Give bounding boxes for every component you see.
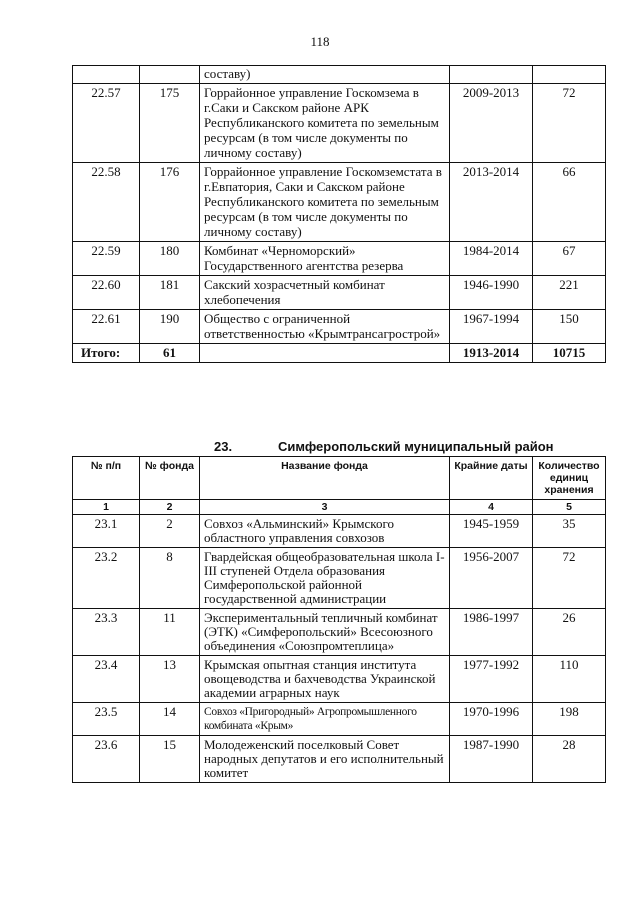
fund-row-number: [73, 66, 140, 84]
total-label: Итого:: [73, 344, 140, 363]
fund-count: 72: [533, 548, 606, 609]
header-storage-units: Количество единиц хранения: [533, 457, 606, 500]
table-row: [73, 66, 606, 84]
fund-name: Гвардейская общеобразовательная школа I-III ступеней Отдела образования Симферопольской районной государственной администрации: [200, 548, 450, 609]
header-fund-number: № фонда: [140, 457, 200, 500]
fund-number: 190: [140, 310, 200, 344]
fund-row-number: 23.3: [73, 609, 140, 656]
table-row: [73, 703, 606, 736]
fund-name: Совхоз «Альминский» Крымского областного управления совхозов: [200, 515, 450, 548]
fund-name: Молодеженский поселковый Совет народных депутатов и его исполнительный комитет: [200, 736, 450, 783]
column-number: 3: [200, 500, 450, 515]
fund-count: 72: [533, 84, 606, 163]
fund-number: 15: [140, 736, 200, 783]
fund-name: Горрайонное управление Госкомзема в г.Саки и Сакском районе АРК Республиканского комитета по земельным ресурсам (в том числе документы по личному составу): [200, 84, 450, 163]
column-number: 5: [533, 500, 606, 515]
fund-name: Совхоз «Пригородный» Агропромышленного комбината «Крым»: [200, 703, 450, 736]
fund-dates: 1970-1996: [450, 703, 533, 736]
fund-number: 11: [140, 609, 200, 656]
fund-table-continued: [72, 65, 606, 363]
fund-row-number: 23.4: [73, 656, 140, 703]
table-row: [73, 163, 606, 242]
fund-dates: 2009-2013: [450, 84, 533, 163]
fund-count: 221: [533, 276, 606, 310]
fund-row-number: 22.59: [73, 242, 140, 276]
fund-dates: 1984-2014: [450, 242, 533, 276]
fund-dates: 1977-1992: [450, 656, 533, 703]
page-number: 118: [310, 34, 330, 49]
fund-number: 181: [140, 276, 200, 310]
column-number: 1: [73, 500, 140, 515]
table-row: [73, 84, 606, 163]
fund-number: [140, 66, 200, 84]
fund-number: 175: [140, 84, 200, 163]
fund-number: 13: [140, 656, 200, 703]
fund-dates: 1967-1994: [450, 310, 533, 344]
table-row: [73, 609, 606, 656]
total-fund-count: 61: [140, 344, 200, 363]
fund-name: Крымская опытная станция института овощеводства и бахчеводства Украинской академии аграрных наук: [200, 656, 450, 703]
fund-count: 198: [533, 703, 606, 736]
table-row: [73, 310, 606, 344]
table-row: [73, 656, 606, 703]
fund-row-number: 22.61: [73, 310, 140, 344]
fund-count: 26: [533, 609, 606, 656]
fund-number: 2: [140, 515, 200, 548]
section-number: 23.: [214, 439, 233, 454]
total-empty-cell: [200, 344, 450, 363]
table-row: [73, 276, 606, 310]
fund-table: [72, 456, 606, 783]
fund-number: 14: [140, 703, 200, 736]
table-row: [73, 548, 606, 609]
fund-count: 28: [533, 736, 606, 783]
fund-dates: 1956-2007: [450, 548, 533, 609]
fund-row-number: 23.6: [73, 736, 140, 783]
fund-count: 66: [533, 163, 606, 242]
column-number: 4: [450, 500, 533, 515]
fund-row-number: 22.58: [73, 163, 140, 242]
fund-name: Общество с ограниченной ответственностью «Крымтрансагрострой»: [200, 310, 450, 344]
fund-number: 8: [140, 548, 200, 609]
fund-row-number: 23.2: [73, 548, 140, 609]
header-dates: Крайние даты: [450, 457, 533, 500]
fund-count: [533, 66, 606, 84]
fund-row-number: 22.60: [73, 276, 140, 310]
total-row: [73, 344, 606, 363]
column-numbers-row: [73, 500, 606, 515]
header-row-number: № п/п: [73, 457, 140, 500]
header-fund-name: Название фонда: [200, 457, 450, 500]
table-row: [73, 515, 606, 548]
table-row: [73, 736, 606, 783]
table-row: [73, 242, 606, 276]
fund-row-number: 23.1: [73, 515, 140, 548]
fund-row-number: 22.57: [73, 84, 140, 163]
fund-count: 110: [533, 656, 606, 703]
fund-dates: [450, 66, 533, 84]
fund-dates: 1987-1990: [450, 736, 533, 783]
fund-name: составу): [200, 66, 450, 84]
fund-dates: 1946-1990: [450, 276, 533, 310]
fund-dates: 1986-1997: [450, 609, 533, 656]
fund-name: Экспериментальный тепличный комбинат (ЭТК) «Симферопольский» Всесоюзного объединения «Союзпромтеплица»: [200, 609, 450, 656]
fund-count: 67: [533, 242, 606, 276]
total-dates: 1913-2014: [450, 344, 533, 363]
table-header-row: [73, 457, 606, 500]
fund-number: 176: [140, 163, 200, 242]
fund-name: Комбинат «Черноморский» Государственного агентства резерва: [200, 242, 450, 276]
fund-row-number: 23.5: [73, 703, 140, 736]
section-title: Симферопольский муниципальный район: [278, 439, 554, 454]
fund-count: 150: [533, 310, 606, 344]
total-storage-units: 10715: [533, 344, 606, 363]
fund-dates: 1945-1959: [450, 515, 533, 548]
fund-dates: 2013-2014: [450, 163, 533, 242]
fund-count: 35: [533, 515, 606, 548]
fund-number: 180: [140, 242, 200, 276]
fund-name: Сакский хозрасчетный комбинат хлебопечения: [200, 276, 450, 310]
fund-name: Горрайонное управление Госкомземстата в г.Евпатория, Саки и Сакском районе Республиканского комитета по земельным ресурсам (в том числе документы по личному составу): [200, 163, 450, 242]
column-number: 2: [140, 500, 200, 515]
